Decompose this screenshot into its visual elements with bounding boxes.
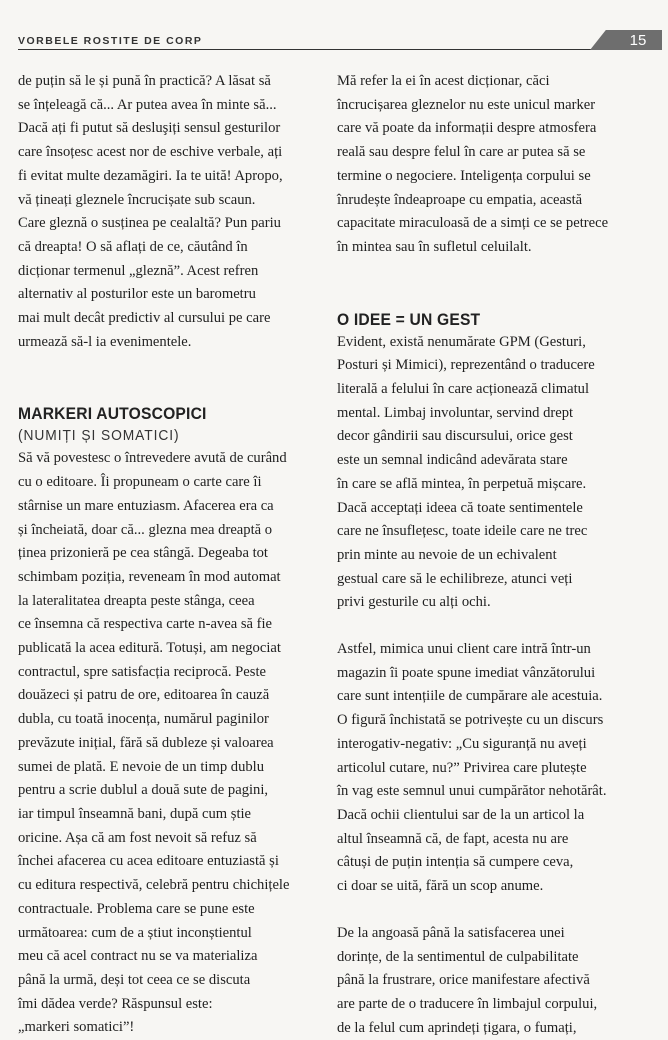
text-line: mai mult decât predictiv al cursului pe care	[18, 310, 271, 327]
text-line: interogativ-negativ: „Cu siguranță nu aveți	[337, 735, 587, 752]
text-line: cu editura respectivă, celebră pentru chichițele	[18, 877, 290, 894]
paragraph	[337, 638, 649, 899]
text-line: alternativ al posturilor este un barometru	[18, 286, 256, 303]
text-line: „markeri somatici”!	[18, 1019, 135, 1036]
text-line: De la angoasă până la satisfacerea unei	[337, 924, 565, 941]
text-line: Să vă povestesc o întrevedere avută de curând	[18, 450, 287, 467]
text-line: publicată la acea editură. Totuși, am negociat	[18, 640, 281, 657]
text-line: în mintea sau în sufletul celuilalt.	[337, 238, 532, 255]
page-header	[18, 30, 647, 54]
text-line: este un semnal indicând adevărata stare	[337, 452, 568, 469]
text-line: dorințe, de la sentimentul de culpabilitate	[337, 948, 579, 965]
text-line: prevăzute inițial, fără să dubleze și valoarea	[18, 734, 274, 751]
text-line: ce însemna că respectiva carte n-avea să fie	[18, 616, 273, 633]
text-line: de puțin să le și pună în practică? A lăsat să	[18, 73, 271, 89]
section-subheading: (NUMIȚI ȘI SOMATICI)	[18, 427, 180, 445]
text-line: care vă poate da informații despre atmosfera	[337, 120, 597, 137]
text-line: altul înseamnă că, de fapt, acesta nu are	[337, 830, 569, 847]
section-heading: MARKERI AUTOSCOPICI	[18, 404, 207, 424]
text-line: Evident, există nenumărate GPM (Gesturi,	[337, 333, 586, 350]
text-line: se înțeleagă că... Ar putea avea în minte să...	[18, 96, 277, 113]
text-line: Dacă ați fi putut să desluşiți sensul gesturilor	[18, 120, 281, 137]
text-line: cu o editoare. Îi propuneam o carte care îi	[18, 474, 262, 491]
text-line: sumei de plată. E nevoie de un timp dublu	[18, 758, 265, 775]
text-line: pentru a scrie dublul a două sute de pagini,	[18, 782, 269, 799]
text-line: ci doar se uită, fără un scop anume.	[337, 878, 544, 895]
left-column	[18, 70, 318, 1040]
text-line: contractul, spre satisfacția reciprocă. Peste	[18, 663, 266, 680]
text-line: până la frustrare, orice manifestare afectivă	[337, 972, 590, 989]
text-line: douăzeci și patru de ore, editoarea în cauză	[18, 687, 270, 704]
text-line: câtuși de puțin intenția să cumpere ceva,	[337, 854, 574, 871]
text-line: dicționar termenul „gleznă”. Acest refren	[18, 262, 259, 279]
text-line: care sunt intențiile de cumpărare ale acestuia.	[337, 688, 603, 705]
page-number: 15	[629, 32, 647, 49]
right-column	[337, 70, 649, 1040]
text-line: până la urmă, deși tot ceea ce se discuta	[18, 971, 251, 988]
paragraph	[337, 331, 649, 615]
text-line: Mă refer la ei în acest dicționar, căci	[337, 73, 550, 89]
text-line: O figură închistată se potrivește cu un discurs	[337, 712, 604, 729]
header-rule	[18, 49, 598, 50]
text-line: la lateralitatea dreapta peste stânga, ceea	[18, 592, 255, 609]
text-line: în vag este semnul unui cumpărător nehotărât.	[337, 783, 607, 800]
text-line: capacitate miraculoasă de a simți ce se petrece	[337, 215, 609, 232]
running-head: VORBELE ROSTITE DE CORP	[18, 35, 203, 47]
text-line: magazin îi poate spune imediat vânzătorului	[337, 664, 596, 681]
text-line: stârnise un mare entuziasm. Afacerea era ca	[18, 497, 274, 514]
text-line: care ne însuflețesc, toate ideile care ne trec	[337, 523, 588, 540]
text-line: meu că acel contract nu se va materializa	[18, 948, 258, 965]
text-line: îmi dădea verde? Răspunsul este:	[18, 995, 213, 1012]
text-line: ținea prizonieră pe cea stângă. Degeaba tot	[18, 545, 268, 562]
text-line: urmează să-l ia evenimentele.	[18, 333, 192, 350]
text-line: articolul cutare, nu?” Privirea care plutește	[337, 759, 587, 776]
text-line: iar timpul înseamnă bani, după cum știe	[18, 805, 252, 822]
text-line: termine o negociere. Inteligența corpului se	[337, 167, 591, 184]
paragraph	[18, 447, 318, 1040]
text-line: și încheiată, doar că... glezna mea dreaptă o	[18, 521, 273, 538]
text-line: Posturi și Mimici), reprezentând o traducere	[337, 357, 595, 374]
text-line: literală a felului în care acționează climatul	[337, 381, 590, 398]
text-line: de la felul cum aprindeți țigara, o fumați,	[337, 1019, 577, 1036]
text-line: schimbam poziția, reveneam în mod automat	[18, 568, 281, 585]
text-line: privi gesturile cu alți ochi.	[337, 594, 491, 611]
paragraph	[337, 922, 649, 1040]
text-line: are parte de o traducere în limbajul corpului,	[337, 995, 598, 1012]
text-line: gestual care să le echilibreze, atunci veți	[337, 570, 573, 587]
section-heading: O IDEE = UN GEST	[337, 309, 481, 329]
text-line: mental. Limbaj involuntar, servind drept	[337, 404, 574, 421]
text-line: Care gleznă o susținea pe cealaltă? Pun pariu	[18, 215, 281, 232]
text-line: Dacă ochii clientului sar de la un articol la	[337, 806, 585, 823]
text-line: contractuale. Problema care se pune este	[18, 900, 255, 917]
text-line: dubla, cu toată inocența, numărul paginilor	[18, 711, 269, 728]
text-line: în care se află mintea, în perpetuă mișcare.	[337, 475, 587, 492]
text-line: reală sau despre felul în care ar putea să se	[337, 144, 586, 161]
text-line: încrucișarea gleznelor nu este unicul marker	[337, 96, 596, 113]
text-line: Astfel, mimica unui client care intră într-un	[337, 641, 591, 658]
text-line: închei afacerea cu acea editoare entuziastă și	[18, 853, 279, 870]
text-line: că dreapta! O să aflați de ce, căutând în	[18, 238, 248, 255]
text-line: următoarea: cum de a știut inconștientul	[18, 924, 252, 941]
paragraph	[18, 70, 318, 354]
text-line: vă țineați gleznele încrucișate sub scaun.	[18, 191, 256, 208]
text-line: înrudește îndeaproape cu empatia, această	[337, 191, 583, 208]
text-line: care însoțesc acest nor de eschive verbale, ați	[18, 144, 283, 161]
paragraph	[337, 70, 649, 260]
text-line: Dacă acceptați ideea că toate sentimentele	[337, 499, 583, 516]
text-line: oricine. Așa că am fost nevoit să refuz să	[18, 829, 257, 846]
text-line: fi evitat multe dezamăgiri. Ia te uită! Apropo,	[18, 167, 283, 184]
text-line: decor gândirii sau discursului, orice gest	[337, 428, 573, 445]
text-line: prin minte au nevoie de un echivalent	[337, 546, 557, 563]
